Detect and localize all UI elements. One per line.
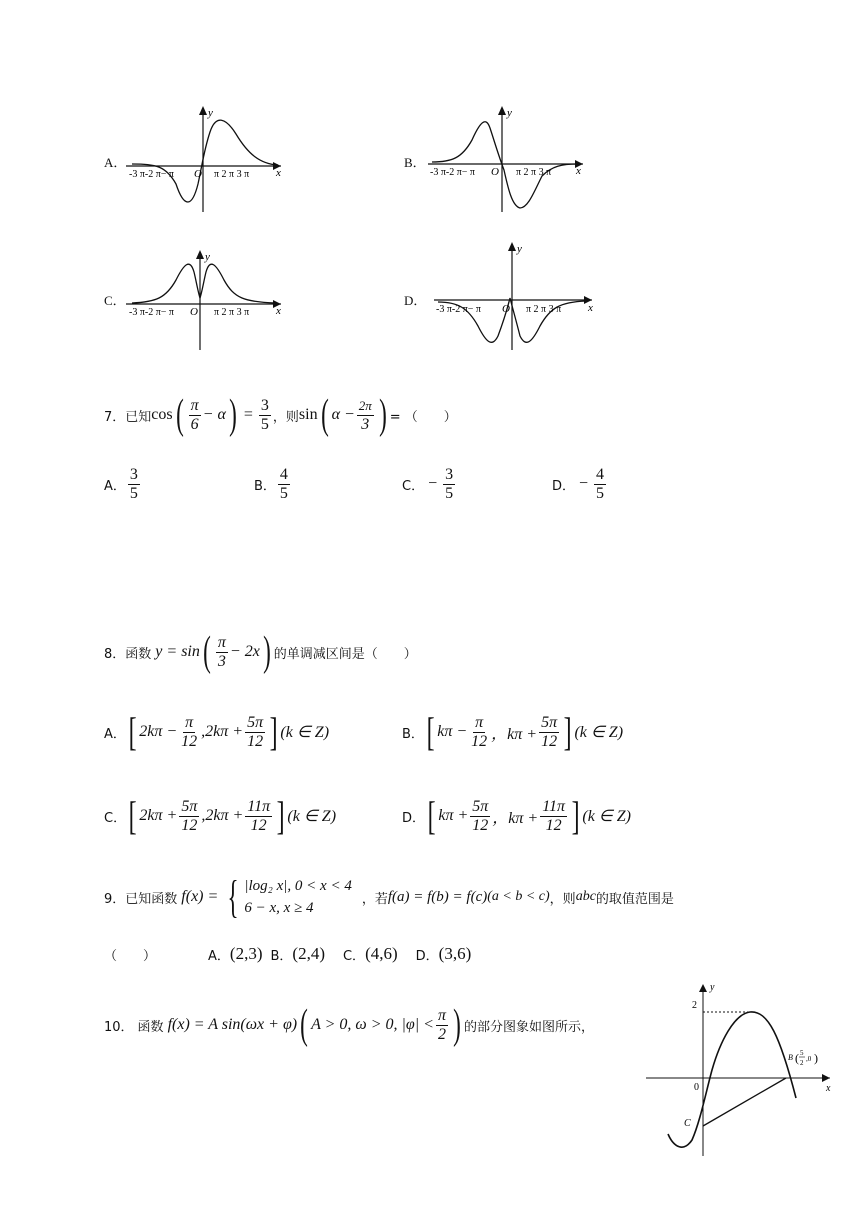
q7-prefix: 已知 (125, 409, 152, 425)
q7-option-d: D． − $\frac{4}{5}$ (552, 465, 605, 502)
q10-formula: f(x) = A sin(ωx + φ) (167, 1016, 298, 1033)
option-d-graph (434, 240, 594, 352)
q7-option-a: A． $\frac{3}{5}$ (104, 465, 138, 502)
svg-text:x: x (276, 167, 281, 179)
option-d-label: D． (404, 293, 427, 308)
svg-text:y: y (208, 107, 213, 119)
svg-text:O: O (194, 168, 202, 180)
svg-text:x: x (276, 305, 281, 317)
q9-option-d-value: (3,6) (438, 944, 472, 963)
svg-text:π 2 π 3 π: π 2 π 3 π (214, 169, 250, 180)
q7-alpha-minus: α − (331, 406, 355, 423)
q9-option-a-value: (2,3) (229, 944, 263, 963)
q9-options-row (104, 940, 471, 968)
svg-text:y: y (205, 251, 210, 263)
q10-graph-b-tail: ,0 (806, 1055, 812, 1063)
q10-graph-y: y (710, 982, 715, 993)
q7-option-c: C． − $\frac{3}{5}$ (402, 465, 454, 502)
option-b-graph (428, 104, 588, 212)
question-7-stem: 7． 已知 cos ( $\frac{\pi}{6}$ − α ) = $\frac{3}{5}$ ，则 sin ( α − $\frac{2\pi}{3}$ ) = （ ） (104, 392, 457, 438)
svg-text:π 2 π 3 π: π 2 π 3 π (516, 167, 552, 178)
q10-graph-b: B (788, 1053, 793, 1062)
q7-then: ，则 (272, 409, 299, 425)
svg-text:O: O (491, 166, 499, 178)
q8-number: 8． (104, 646, 126, 662)
q9-fx: f(x) = (181, 888, 219, 905)
q7-option-b: B． $\frac{4}{5}$ (254, 465, 288, 502)
option-a-graph (126, 104, 286, 212)
q9-paren: （ ） (104, 948, 157, 964)
svg-text:x: x (576, 165, 581, 177)
q7-eq: = (243, 406, 253, 423)
q8-option-c: C． [ 2kπ + $\frac{5\pi}{12}$ ,2kπ + $\frac{11\pi}{12}$ ] (k ∈ Z) (104, 793, 337, 838)
q7-frac-pi-6: $\frac{\pi}{6}$ (190, 396, 199, 433)
q7-minus-alpha: − α (202, 406, 226, 423)
q8-option-a: A． [ 2kπ − $\frac{\pi}{12}$ ,2kπ + $\frac{5\pi}{12}$ ] (k ∈ Z) (104, 709, 330, 754)
svg-text:π 2 π 3 π: π 2 π 3 π (214, 307, 250, 318)
option-a-label: A． (104, 155, 127, 170)
q8-y-eq: y = sin (155, 643, 200, 660)
q10-graph-origin: 0 (694, 1082, 699, 1093)
q7-number: 7． (104, 409, 126, 425)
question-8-stem: 8． 函数 y = sin ( $\frac{\pi}{3}$ − 2x ) 的单调减区间是（ ） (104, 629, 417, 675)
svg-text:-3 π-2 π− π: -3 π-2 π− π (436, 304, 481, 315)
q8-option-d: D． [ kπ + $\frac{5\pi}{12}$ ，kπ + $\frac{11\pi}{12}$ ] (k ∈ Z) (402, 793, 631, 838)
q10-graph-b-num: 5 (800, 1049, 804, 1057)
q7-frac-3-5: $\frac{3}{5}$ (260, 396, 269, 433)
q10-cond: A > 0, ω > 0, |φ| < (311, 1016, 434, 1033)
q8-minus-2x: − 2x (229, 643, 260, 660)
svg-text:O: O (502, 303, 510, 315)
question-9-stem: 9． 已知函数 f(x) = { |log₂ x|, 0 < x < 4 6 − x, x ≥ 4 ，若 f(a) = f(b) = f(c) (a < b < c) ，则 abc 的取值范围是 (104, 871, 674, 922)
q7-paren: = （ ） (389, 409, 457, 425)
option-c-label: C． (104, 293, 126, 308)
option-b-label: B． (404, 155, 426, 170)
svg-text:-3 π-2 π− π: -3 π-2 π− π (430, 167, 475, 178)
q10-suffix: 的部分图象如图所示， (463, 1019, 594, 1035)
svg-text:(: ( (795, 1051, 799, 1065)
q10-graph-two: 2 (692, 1000, 697, 1011)
q8-suffix: 的单调减区间是（ ） (273, 646, 417, 662)
svg-text:-3 π-2 π− π: -3 π-2 π− π (129, 307, 174, 318)
q9-option-b-label: B． (270, 948, 293, 964)
q10-prefix: 函数 (137, 1019, 164, 1035)
q9-abc: abc (575, 889, 596, 904)
q10-graph-x: x (826, 1083, 831, 1094)
q9-cases (244, 875, 351, 919)
q9-option-b-value: (2,4) (292, 944, 325, 963)
q7-sin: sin (298, 406, 318, 423)
svg-text:O: O (190, 306, 198, 318)
q7-frac-2pi-3: $\frac{2\pi}{3}$ (358, 397, 372, 433)
q8-frac-pi-3: $\frac{\pi}{3}$ (217, 633, 226, 670)
svg-text:x: x (588, 302, 593, 314)
option-c-graph (126, 248, 286, 352)
q8-option-b: B． [ kπ − $\frac{\pi}{12}$ ，kπ + $\frac{5\pi}{12}$ ] (k ∈ Z) (402, 709, 624, 754)
svg-text:): ) (814, 1051, 818, 1065)
q10-graph-c: C (684, 1118, 691, 1129)
q9-case-2: 6 − x, x ≥ 4 (244, 900, 314, 916)
q9-case-1: |log₂ x|, 0 < x < 4 (244, 878, 352, 894)
q9-option-c-label: C． (342, 948, 366, 964)
q9-option-d-label: D． (415, 948, 439, 964)
q9-cond-prefix: ，若 (361, 891, 388, 907)
q9-cond: f(a) = f(b) = f(c) (387, 888, 488, 905)
svg-text:y: y (517, 243, 522, 255)
q7-cos: cos (151, 406, 173, 423)
q10-graph-b-den: 2 (800, 1059, 804, 1067)
q9-then: ，则 (549, 891, 576, 907)
q9-suffix: 的取值范围是 (595, 891, 674, 907)
q9-cond-order: (a < b < c) (487, 889, 550, 904)
q8-prefix: 函数 (125, 646, 152, 662)
q10-number: 10． (104, 1019, 134, 1035)
q9-prefix: 已知函数 (125, 891, 178, 907)
svg-text:-3 π-2 π− π: -3 π-2 π− π (129, 169, 174, 180)
question-10-stem: 10． 函数 f(x) = A sin(ωx + φ) ( A > 0, ω > 0, |φ| < $\frac{\pi}{2}$ ) 的部分图象如图所示， (104, 1002, 594, 1048)
q9-number: 9． (104, 891, 126, 907)
svg-text:y: y (507, 107, 512, 119)
q9-option-a-label: A． (208, 948, 230, 964)
svg-text:π 2 π 3 π: π 2 π 3 π (526, 304, 562, 315)
q10-graph (640, 980, 840, 1160)
q9-option-c-value: (4,6) (365, 944, 398, 963)
